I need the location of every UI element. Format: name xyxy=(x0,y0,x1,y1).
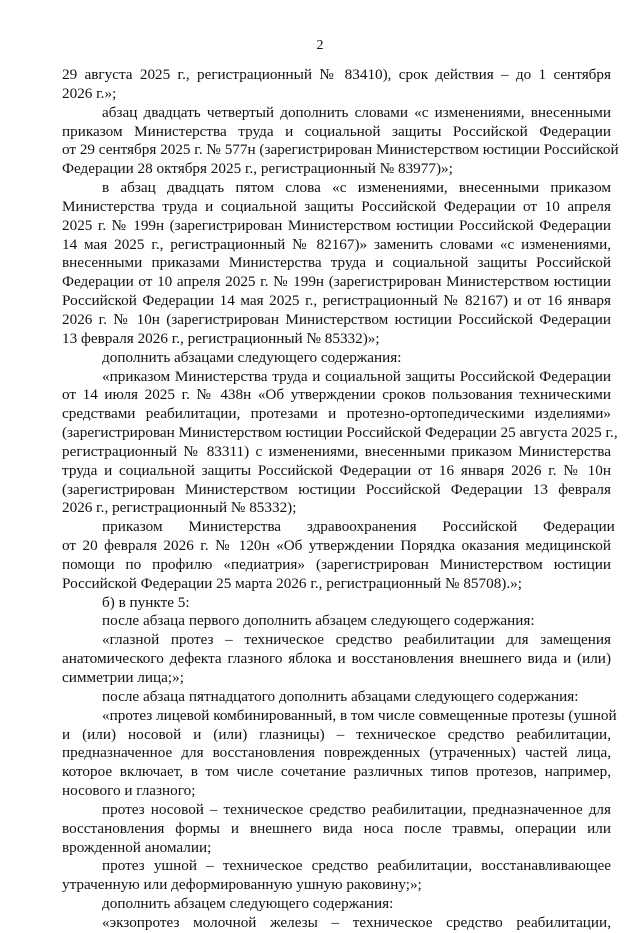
text-line: 13 февраля 2026 г., регистрационный № 85332)»; xyxy=(62,329,380,347)
text-line: помощи по профилю «педиатрия» (зарегистрирован Министерством юстиции xyxy=(62,555,611,573)
text-line: после абзаца первого дополнить абзацем следующего содержания: xyxy=(102,612,535,630)
text-line: внесенными приказами Министерства труда и социальной защиты Российской xyxy=(62,254,611,272)
text-line: и (или) носовой и (или) глазницы) – техническое средство реабилитации, xyxy=(62,725,611,743)
text-line: «глазной протез – техническое средство реабилитации для замещения xyxy=(102,631,611,649)
text-line: абзац двадцать четвертый дополнить словами «с изменениями, внесенными xyxy=(102,103,611,121)
text-line: Российской Федерации 25 марта 2026 г., регистрационный № 85708).»; xyxy=(62,574,522,592)
text-line: 2026 г.»; xyxy=(62,84,117,102)
text-line: после абзаца пятнадцатого дополнить абзацами следующего содержания: xyxy=(102,687,579,705)
text-line: предназначенное для восстановления поврежденных (утраченных) частей лица, xyxy=(62,744,611,762)
text-line: дополнить абзацами следующего содержания: xyxy=(102,348,402,366)
text-line: приказом Министерства труда и социальной защиты Российской Федерации xyxy=(62,122,611,140)
text-line: носового и глазного; xyxy=(62,782,196,800)
text-line: Министерства труда и социальной защиты Российской Федерации от 10 апреля xyxy=(62,197,611,215)
text-line: Федерации от 10 апреля 2025 г. № 199н (зарегистрирован Министерством юстиции xyxy=(62,273,611,291)
text-line: б) в пункте 5: xyxy=(102,593,190,611)
text-line: протез носовой – техническое средство реабилитации, предназначенное для xyxy=(102,800,611,818)
text-line: анатомического дефекта глазного яблока и восстановления внешнего вида и (или) xyxy=(62,650,611,668)
text-line: средствами реабилитации, протезами и протезно-ортопедическими изделиями» xyxy=(62,405,611,423)
text-line: «экзопротез молочной железы – техническое средство реабилитации, xyxy=(102,913,611,931)
text-line: от 14 июля 2025 г. № 438н «Об утверждении сроков пользования техническими xyxy=(62,386,611,404)
text-line: (зарегистрирован Министерством юстиции Российской Федерации 25 августа 2025 г., xyxy=(62,424,618,442)
text-line: которое включает, в том числе сочетание различных типов протезов, например, xyxy=(62,763,611,781)
text-line: Федерации 28 октября 2025 г., регистрационный № 83977)»; xyxy=(62,160,453,178)
text-line: протез ушной – техническое средство реабилитации, восстанавливающее xyxy=(102,857,611,875)
text-line: регистрационный № 83311) с изменениями, внесенными приказом Министерства xyxy=(62,442,611,460)
text-line: «протез лицевой комбинированный, в том числе совмещенные протезы (ушной xyxy=(102,706,617,724)
text-line: 2026 г. № 10н (зарегистрирован Министерством юстиции Российской Федерации xyxy=(62,310,611,328)
text-line: восстановления формы и внешнего вида носа после травмы, операции или xyxy=(62,819,611,837)
text-line: 2025 г. № 199н (зарегистрирован Министерством юстиции Российской Федерации xyxy=(62,216,611,234)
document-body xyxy=(62,66,619,933)
text-line: 2026 г., регистрационный № 85332); xyxy=(62,499,297,517)
text-line: приказом Министерства здравоохранения Российской Федерации xyxy=(102,518,615,536)
text-line: «приказом Министерства труда и социальной защиты Российской Федерации xyxy=(102,367,611,385)
page-number: 2 xyxy=(316,38,324,53)
text-line: (зарегистрирован Министерством юстиции Российской Федерации 13 февраля xyxy=(62,480,611,498)
text-line: Российской Федерации 14 мая 2025 г., регистрационный № 82167) и от 16 января xyxy=(62,292,611,310)
text-line: 29 августа 2025 г., регистрационный № 83410), срок действия – до 1 сентября xyxy=(62,66,611,83)
text-line: утраченную или деформированную ушную раковину;»; xyxy=(62,876,422,894)
text-line: дополнить абзацем следующего содержания: xyxy=(102,895,394,913)
text-line: от 20 февраля 2026 г. № 120н «Об утверждении Порядка оказания медицинской xyxy=(62,537,611,555)
text-line: симметрии лица;»; xyxy=(62,669,184,686)
text-line: в абзац двадцать пятом слова «с изменениями, внесенными приказом xyxy=(102,179,611,197)
text-line: врожденной аномалии; xyxy=(62,838,212,856)
text-line: 14 мая 2025 г., регистрационный № 82167)» заменить словами «с изменениями, xyxy=(62,235,611,253)
text-line: труда и социальной защиты Российской Федерации от 16 января 2026 г. № 10н xyxy=(62,461,611,479)
text-line: от 29 сентября 2025 г. № 577н (зарегистрирован Министерством юстиции Российской xyxy=(62,141,619,159)
